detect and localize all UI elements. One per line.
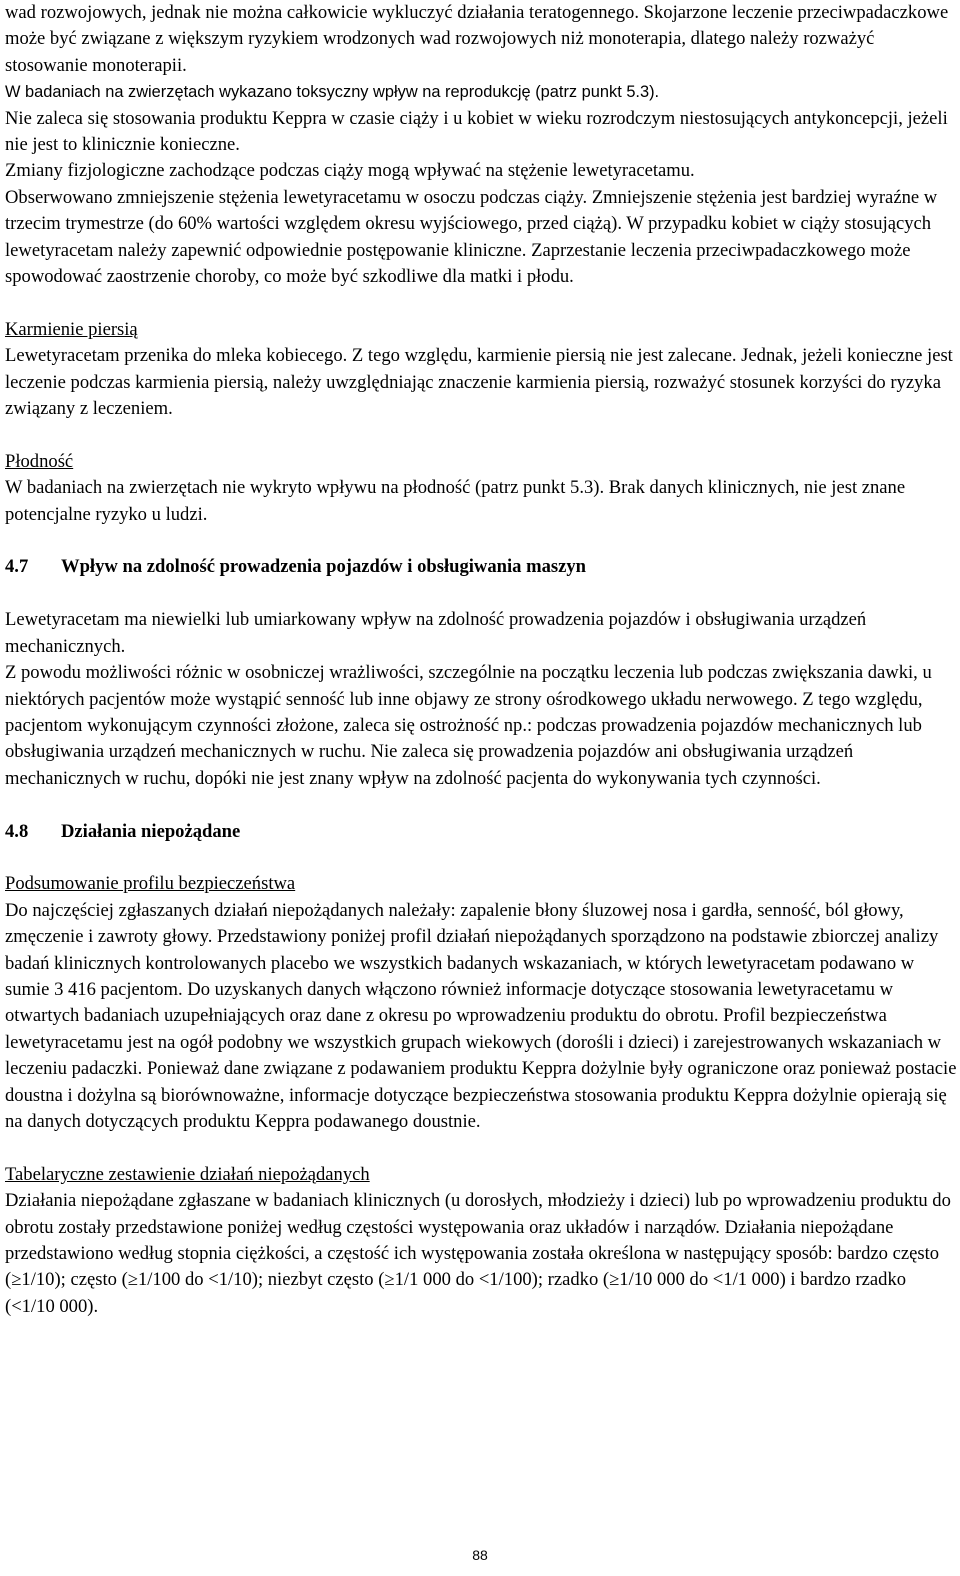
spacer <box>5 422 957 448</box>
breastfeeding-paragraph: Lewetyracetam przenika do mleka kobiecego. Z tego względu, karmienie piersią nie jest zalecane. Jednak, jeżeli konieczne jest leczenie podczas karmienia piersią, należy uwzględniając znaczenie karmienia piersią, rozważyć stosunek korzyści do ryzyka związany z leczeniem. <box>5 345 953 420</box>
pregnancy-paragraph-3: Nie zaleca się stosowania produktu Keppra w czasie ciąży i u kobiet w wieku rozrodczym niestosujących antykoncepcji, jeżeli nie jest to klinicznie konieczne. <box>5 107 948 156</box>
section-4-7-heading <box>5 554 957 580</box>
fertility-title: Płodność <box>5 450 74 472</box>
pregnancy-paragraph-2: W badaniach na zwierzętach wykazano toksyczny wpływ na reprodukcję (patrz punkt 5.3). <box>5 83 660 102</box>
adverse-table-title: Tabelaryczne zestawienie działań niepożądanych <box>5 1163 370 1185</box>
breastfeeding-title: Karmienie piersią <box>5 318 138 340</box>
document-page <box>5 0 957 1320</box>
section-title: Wpływ na zdolność prowadzenia pojazdów i obsługiwania maszyn <box>61 556 587 578</box>
spacer <box>5 792 957 818</box>
section-number: 4.7 <box>5 556 29 578</box>
spacer <box>5 528 957 554</box>
section-4-7-paragraph-1: Lewetyracetam ma niewielki lub umiarkowany wpływ na zdolność prowadzenia pojazdów i obsługiwania urządzeń mechanicznych. <box>5 609 867 657</box>
spacer <box>5 845 957 871</box>
spacer <box>5 581 957 607</box>
pregnancy-paragraph-4: Zmiany fizjologiczne zachodzące podczas ciąży mogą wpływać na stężenie lewetyracetamu. <box>5 160 695 182</box>
section-number: 4.8 <box>5 820 29 842</box>
page-number: 88 <box>472 1547 488 1563</box>
section-4-8-heading <box>5 819 957 845</box>
fertility-paragraph: W badaniach na zwierzętach nie wykryto wpływu na płodność (patrz punkt 5.3). Brak danych klinicznych, nie jest znane potencjalne ryzyko u ludzi. <box>5 477 906 525</box>
section-4-7-paragraph-2: Z powodu możliwości różnic w osobniczej wrażliwości, szczególnie na początku leczenia lub podczas zwiększania dawki, u niektórych pacjentów może wystąpić senność lub inne objawy ze strony ośrodkowego układu nerwowego. Z tego względu, pacjentom wykonującym czynności złożone, zaleca się ostrożność np.: podczas prowadzenia pojazdów mechanicznych lub obsługiwania urządzeń mechanicznych w ruchu. Nie zaleca się prowadzenia pojazdów ani obsługiwania urządzeń mechanicznych w ruchu, dopóki nie jest znany wpływ na zdolność pacjenta do wykonywania tych czynności. <box>5 662 932 789</box>
adverse-table-paragraph: Działania niepożądane zgłaszane w badaniach klinicznych (u dorosłych, młodzieży i dzieci) lub po wprowadzeniu produktu do obrotu zostały przedstawione poniżej według częstości występowania oraz układów i narządów. Działania niepożądane przedstawiono według stopnia ciężkości, a częstość ich występowania została określona w następujący sposób: bardzo często (≥1/10); często (≥1/100 do <1/10); niezbyt często (≥1/1 000 do <1/100); rzadko (≥1/10 000 do <1/1 000) i bardzo rzadko (<1/10 000). <box>5 1190 951 1317</box>
pregnancy-paragraph-5: Obserwowano zmniejszenie stężenia lewetyracetamu w osoczu podczas ciąży. Zmniejszenie stężenia jest bardziej wyraźne w trzecim trymestrze (do 60% wartości względem okresu wyjściowego, przed ciążą). W przypadku kobiet w ciąży stosujących lewetyracetam należy zapewnić odpowiednie postępowanie kliniczne. Zaprzestanie leczenia przeciwpadaczkowego może spowodować zaostrzenie choroby, co może być szkodliwe dla matki i płodu. <box>5 186 938 288</box>
section-title: Działania niepożądane <box>61 820 241 842</box>
safety-summary-title: Podsumowanie profilu bezpieczeństwa <box>5 873 296 895</box>
safety-summary-paragraph: Do najczęściej zgłaszanych działań niepożądanych należały: zapalenie błony śluzowej nosa i gardła, senność, ból głowy, zmęczenie i zawroty głowy. Przedstawiony poniżej profil działań niepożądanych sporządzono na podstawie zbiorczej analizy badań klinicznych kontrolowanych placebo we wszystkich badanych wskazaniach, w których lewetyracetam podawano w sumie 3 416 pacjentom. Do uzyskanych danych włączono również informacje dotyczące stosowania lewetyracetamu w otwartych badaniach uzupełniających oraz dane z okresu po wprowadzeniu produktu do obrotu. Profil bezpieczeństwa lewetyracetamu jest na ogół podobny we wszystkich grupach wiekowych (dorośli i dzieci) i zarejestrowanych wskazaniach w leczeniu padaczki. Ponieważ dane związane z podawaniem produktu Keppra dożylnie były ograniczone oraz ponieważ postacie doustna i dożylna są biorównoważne, informacje dotyczące bezpieczeństwa stosowania produktu Keppra dożylnie opierają się na danych dotyczących produktu Keppra podawanego doustnie. <box>5 899 957 1132</box>
spacer <box>5 1135 957 1161</box>
pregnancy-paragraph-1: wad rozwojowych, jednak nie można całkowicie wykluczyć działania teratogennego. Skojarzone leczenie przeciwpadaczkowe może być związane z większym ryzykiem wrodzonych wad rozwojowych niż monoterapia, dlatego należy rozważyć stosowanie monoterapii. <box>5 2 949 76</box>
spacer <box>5 290 957 316</box>
